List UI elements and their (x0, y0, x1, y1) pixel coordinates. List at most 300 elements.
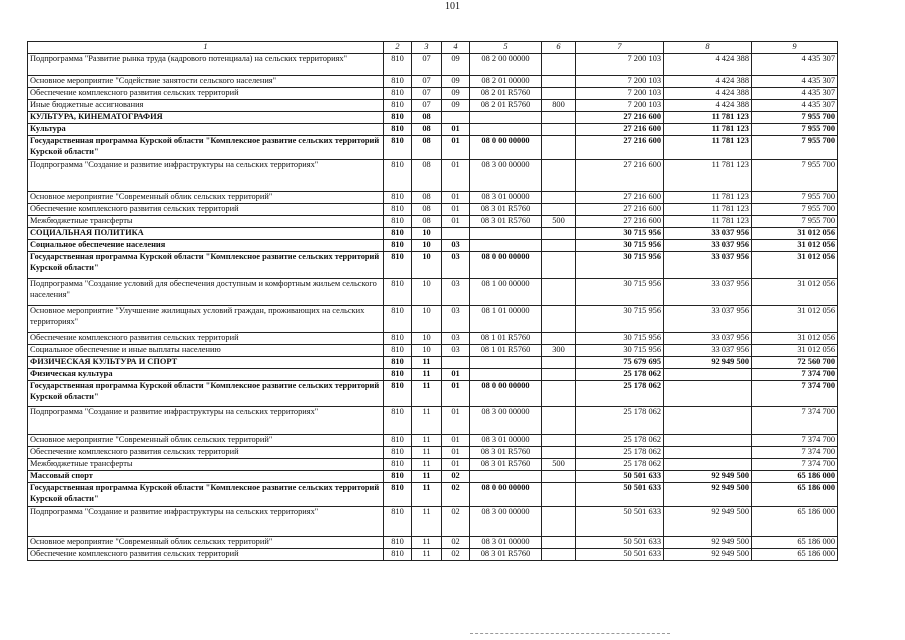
table-row (28, 357, 838, 369)
expense-type-cell (542, 88, 576, 100)
section-cell: 08 (412, 204, 442, 216)
table-row (28, 192, 838, 204)
subsection-cell (442, 112, 470, 124)
expense-type-cell (542, 435, 576, 447)
admin-code-cell: 810 (384, 54, 412, 76)
subsection-cell: 01 (442, 124, 470, 136)
section-cell: 10 (412, 228, 442, 240)
target-article-cell (470, 112, 542, 124)
section-cell: 10 (412, 306, 442, 333)
row-name-cell: Обеспечение комплексного развития сельских территорий (28, 204, 384, 216)
subsection-cell: 03 (442, 240, 470, 252)
table-row (28, 507, 838, 537)
admin-code-cell: 810 (384, 369, 412, 381)
subsection-cell: 02 (442, 483, 470, 507)
amount-2023-cell: 31 012 056 (752, 279, 838, 306)
row-name-cell: Основное мероприятие "Современный облик сельских территорий" (28, 192, 384, 204)
target-article-cell: 08 0 00 00000 (470, 381, 542, 407)
target-article-cell: 08 0 00 00000 (470, 483, 542, 507)
amount-2021-cell: 50 501 633 (576, 537, 664, 549)
header-cell: 2 (384, 42, 412, 54)
expense-type-cell (542, 407, 576, 435)
subsection-cell: 01 (442, 381, 470, 407)
admin-code-cell: 810 (384, 447, 412, 459)
expense-type-cell (542, 537, 576, 549)
row-name-cell: Государственная программа Курской области "Комплексное развитие сельских территорий Курской области" (28, 483, 384, 507)
amount-2022-cell: 11 781 123 (664, 204, 752, 216)
expense-type-cell: 300 (542, 345, 576, 357)
table-row (28, 471, 838, 483)
amount-2021-cell: 30 715 956 (576, 228, 664, 240)
subsection-cell: 01 (442, 447, 470, 459)
amount-2023-cell: 65 186 000 (752, 483, 838, 507)
expense-type-cell (542, 160, 576, 192)
admin-code-cell: 810 (384, 459, 412, 471)
amount-2022-cell: 33 037 956 (664, 252, 752, 279)
table-body (28, 54, 838, 561)
admin-code-cell: 810 (384, 88, 412, 100)
table-header (28, 42, 838, 54)
amount-2022-cell: 11 781 123 (664, 112, 752, 124)
table-row (28, 136, 838, 160)
row-name-cell: Межбюджетные трансферты (28, 459, 384, 471)
admin-code-cell: 810 (384, 228, 412, 240)
header-cell: 4 (442, 42, 470, 54)
expense-type-cell (542, 333, 576, 345)
amount-2023-cell: 65 186 000 (752, 471, 838, 483)
amount-2021-cell: 7 200 103 (576, 54, 664, 76)
amount-2022-cell: 4 424 388 (664, 88, 752, 100)
amount-2023-cell: 7 374 700 (752, 459, 838, 471)
admin-code-cell: 810 (384, 345, 412, 357)
expense-type-cell (542, 369, 576, 381)
amount-2023-cell: 72 560 700 (752, 357, 838, 369)
amount-2023-cell: 65 186 000 (752, 537, 838, 549)
subsection-cell: 01 (442, 369, 470, 381)
table-row (28, 240, 838, 252)
admin-code-cell: 810 (384, 549, 412, 561)
amount-2022-cell: 92 949 500 (664, 357, 752, 369)
amount-2022-cell: 4 424 388 (664, 76, 752, 88)
amount-2022-cell: 4 424 388 (664, 54, 752, 76)
amount-2022-cell: 33 037 956 (664, 306, 752, 333)
table-row (28, 160, 838, 192)
admin-code-cell: 810 (384, 240, 412, 252)
target-article-cell: 08 1 01 R5760 (470, 345, 542, 357)
section-cell: 11 (412, 357, 442, 369)
table-row (28, 537, 838, 549)
amount-2023-cell: 4 435 307 (752, 76, 838, 88)
table-row (28, 435, 838, 447)
amount-2022-cell: 11 781 123 (664, 136, 752, 160)
admin-code-cell: 810 (384, 100, 412, 112)
amount-2023-cell: 4 435 307 (752, 100, 838, 112)
target-article-cell: 08 3 01 R5760 (470, 549, 542, 561)
amount-2021-cell: 30 715 956 (576, 306, 664, 333)
amount-2021-cell: 27 216 600 (576, 216, 664, 228)
section-cell: 10 (412, 240, 442, 252)
amount-2021-cell: 30 715 956 (576, 240, 664, 252)
header-cell: 3 (412, 42, 442, 54)
table-row (28, 345, 838, 357)
amount-2021-cell: 27 216 600 (576, 124, 664, 136)
admin-code-cell: 810 (384, 124, 412, 136)
section-cell: 10 (412, 279, 442, 306)
amount-2021-cell: 25 178 062 (576, 447, 664, 459)
amount-2023-cell: 7 955 700 (752, 204, 838, 216)
amount-2021-cell: 50 501 633 (576, 549, 664, 561)
table-row (28, 459, 838, 471)
subsection-cell: 03 (442, 345, 470, 357)
amount-2023-cell: 7 374 700 (752, 447, 838, 459)
row-name-cell: Подпрограмма "Развитие рынка труда (кадрового потенциала) на сельских территориях" (28, 54, 384, 76)
section-cell: 11 (412, 459, 442, 471)
header-cell: 6 (542, 42, 576, 54)
expense-type-cell (542, 279, 576, 306)
section-cell: 08 (412, 112, 442, 124)
amount-2023-cell: 7 955 700 (752, 136, 838, 160)
admin-code-cell: 810 (384, 279, 412, 306)
target-article-cell (470, 357, 542, 369)
expense-type-cell (542, 306, 576, 333)
section-cell: 08 (412, 192, 442, 204)
row-name-cell: ФИЗИЧЕСКАЯ КУЛЬТУРА И СПОРТ (28, 357, 384, 369)
amount-2022-cell (664, 369, 752, 381)
amount-2023-cell: 31 012 056 (752, 240, 838, 252)
expense-type-cell (542, 240, 576, 252)
subsection-cell: 02 (442, 549, 470, 561)
amount-2023-cell: 7 955 700 (752, 160, 838, 192)
row-name-cell: Основное мероприятие "Современный облик сельских территорий" (28, 435, 384, 447)
section-cell: 07 (412, 54, 442, 76)
amount-2022-cell (664, 381, 752, 407)
amount-2021-cell: 25 178 062 (576, 435, 664, 447)
amount-2022-cell: 4 424 388 (664, 100, 752, 112)
amount-2023-cell: 4 435 307 (752, 88, 838, 100)
amount-2023-cell: 7 374 700 (752, 381, 838, 407)
amount-2021-cell: 30 715 956 (576, 345, 664, 357)
target-article-cell: 08 3 01 R5760 (470, 447, 542, 459)
section-cell: 07 (412, 76, 442, 88)
target-article-cell: 08 2 00 00000 (470, 54, 542, 76)
admin-code-cell: 810 (384, 483, 412, 507)
amount-2023-cell: 7 374 700 (752, 369, 838, 381)
target-article-cell: 08 1 00 00000 (470, 279, 542, 306)
row-name-cell: Иные бюджетные ассигнования (28, 100, 384, 112)
table-row (28, 306, 838, 333)
amount-2021-cell: 30 715 956 (576, 252, 664, 279)
subsection-cell: 09 (442, 100, 470, 112)
amount-2022-cell: 92 949 500 (664, 549, 752, 561)
subsection-cell: 01 (442, 459, 470, 471)
amount-2021-cell: 30 715 956 (576, 279, 664, 306)
amount-2022-cell: 33 037 956 (664, 333, 752, 345)
amount-2022-cell: 92 949 500 (664, 537, 752, 549)
header-cell: 5 (470, 42, 542, 54)
expense-type-cell (542, 357, 576, 369)
table-row (28, 369, 838, 381)
header-cell: 1 (28, 42, 384, 54)
target-article-cell (470, 369, 542, 381)
row-name-cell: СОЦИАЛЬНАЯ ПОЛИТИКА (28, 228, 384, 240)
amount-2023-cell: 31 012 056 (752, 345, 838, 357)
section-cell: 11 (412, 471, 442, 483)
admin-code-cell: 810 (384, 537, 412, 549)
subsection-cell: 01 (442, 160, 470, 192)
subsection-cell: 09 (442, 76, 470, 88)
amount-2023-cell: 65 186 000 (752, 507, 838, 537)
row-name-cell: Обеспечение комплексного развития сельских территорий (28, 88, 384, 100)
subsection-cell: 09 (442, 88, 470, 100)
page-edge-artifact (470, 633, 670, 637)
admin-code-cell: 810 (384, 112, 412, 124)
table-row (28, 100, 838, 112)
admin-code-cell: 810 (384, 76, 412, 88)
row-name-cell: Массовый спорт (28, 471, 384, 483)
subsection-cell: 02 (442, 507, 470, 537)
section-cell: 11 (412, 447, 442, 459)
row-name-cell: Межбюджетные трансферты (28, 216, 384, 228)
row-name-cell: Социальное обеспечение и иные выплаты населению (28, 345, 384, 357)
amount-2023-cell: 7 955 700 (752, 124, 838, 136)
target-article-cell: 08 2 01 R5760 (470, 88, 542, 100)
row-name-cell: Обеспечение комплексного развития сельских территорий (28, 549, 384, 561)
section-cell: 10 (412, 345, 442, 357)
amount-2022-cell (664, 407, 752, 435)
admin-code-cell: 810 (384, 136, 412, 160)
row-name-cell: Обеспечение комплексного развития сельских территорий (28, 333, 384, 345)
subsection-cell: 01 (442, 136, 470, 160)
table-row (28, 76, 838, 88)
row-name-cell: Культура (28, 124, 384, 136)
subsection-cell: 03 (442, 306, 470, 333)
table-row (28, 549, 838, 561)
table-row (28, 228, 838, 240)
amount-2022-cell: 92 949 500 (664, 471, 752, 483)
expense-type-cell (542, 447, 576, 459)
amount-2023-cell: 31 012 056 (752, 252, 838, 279)
admin-code-cell: 810 (384, 381, 412, 407)
target-article-cell: 08 0 00 00000 (470, 136, 542, 160)
target-article-cell: 08 3 01 00000 (470, 192, 542, 204)
section-cell: 11 (412, 507, 442, 537)
row-name-cell: КУЛЬТУРА, КИНЕМАТОГРАФИЯ (28, 112, 384, 124)
admin-code-cell: 810 (384, 204, 412, 216)
expense-type-cell: 500 (542, 459, 576, 471)
amount-2022-cell: 92 949 500 (664, 507, 752, 537)
target-article-cell (470, 124, 542, 136)
row-name-cell: Основное мероприятие "Содействие занятости сельского населения" (28, 76, 384, 88)
section-cell: 11 (412, 369, 442, 381)
admin-code-cell: 810 (384, 333, 412, 345)
expense-type-cell (542, 54, 576, 76)
amount-2023-cell: 65 186 000 (752, 549, 838, 561)
admin-code-cell: 810 (384, 306, 412, 333)
row-name-cell: Подпрограмма "Создание и развитие инфраструктуры на сельских территориях" (28, 407, 384, 435)
subsection-cell: 01 (442, 216, 470, 228)
row-name-cell: Основное мероприятие "Улучшение жилищных условий граждан, проживающих на сельских территориях" (28, 306, 384, 333)
target-article-cell: 08 3 00 00000 (470, 507, 542, 537)
subsection-cell (442, 228, 470, 240)
amount-2023-cell: 7 374 700 (752, 435, 838, 447)
subsection-cell: 03 (442, 279, 470, 306)
table-row (28, 88, 838, 100)
amount-2022-cell: 92 949 500 (664, 483, 752, 507)
expense-type-cell (542, 112, 576, 124)
budget-table (27, 41, 838, 561)
expense-type-cell (542, 136, 576, 160)
amount-2023-cell: 4 435 307 (752, 54, 838, 76)
row-name-cell: Государственная программа Курской области "Комплексное развитие сельских территорий Курской области" (28, 136, 384, 160)
section-cell: 08 (412, 160, 442, 192)
amount-2021-cell: 25 178 062 (576, 407, 664, 435)
table-row (28, 54, 838, 76)
subsection-cell: 02 (442, 471, 470, 483)
target-article-cell: 08 3 01 R5760 (470, 459, 542, 471)
header-cell: 7 (576, 42, 664, 54)
admin-code-cell: 810 (384, 435, 412, 447)
section-cell: 11 (412, 407, 442, 435)
amount-2023-cell: 7 955 700 (752, 112, 838, 124)
amount-2023-cell: 31 012 056 (752, 306, 838, 333)
row-name-cell: Подпрограмма "Создание и развитие инфраструктуры на сельских территориях" (28, 160, 384, 192)
table-row (28, 447, 838, 459)
amount-2022-cell (664, 435, 752, 447)
admin-code-cell: 810 (384, 216, 412, 228)
amount-2021-cell: 27 216 600 (576, 204, 664, 216)
admin-code-cell: 810 (384, 160, 412, 192)
section-cell: 10 (412, 333, 442, 345)
amount-2021-cell: 50 501 633 (576, 507, 664, 537)
subsection-cell: 02 (442, 537, 470, 549)
section-cell: 08 (412, 136, 442, 160)
amount-2023-cell: 31 012 056 (752, 333, 838, 345)
target-article-cell: 08 3 01 R5760 (470, 204, 542, 216)
section-cell: 11 (412, 549, 442, 561)
table-row (28, 279, 838, 306)
section-cell: 11 (412, 381, 442, 407)
amount-2023-cell: 31 012 056 (752, 228, 838, 240)
row-name-cell: Подпрограмма "Создание условий для обеспечения доступным и комфортным жильем сельского населения" (28, 279, 384, 306)
table-row (28, 407, 838, 435)
section-cell: 10 (412, 252, 442, 279)
expense-type-cell (542, 76, 576, 88)
amount-2022-cell (664, 447, 752, 459)
table-row (28, 381, 838, 407)
row-name-cell: Социальное обеспечение населения (28, 240, 384, 252)
section-cell: 11 (412, 537, 442, 549)
subsection-cell: 01 (442, 192, 470, 204)
target-article-cell: 08 3 01 00000 (470, 435, 542, 447)
amount-2022-cell: 11 781 123 (664, 192, 752, 204)
subsection-cell: 01 (442, 435, 470, 447)
admin-code-cell: 810 (384, 252, 412, 279)
amount-2022-cell: 33 037 956 (664, 345, 752, 357)
expense-type-cell (542, 228, 576, 240)
table-row (28, 204, 838, 216)
row-name-cell: Государственная программа Курской области "Комплексное развитие сельских территорий Курской области" (28, 252, 384, 279)
admin-code-cell: 810 (384, 192, 412, 204)
amount-2021-cell: 25 178 062 (576, 459, 664, 471)
amount-2022-cell: 11 781 123 (664, 216, 752, 228)
amount-2023-cell: 7 955 700 (752, 216, 838, 228)
expense-type-cell (542, 192, 576, 204)
expense-type-cell (542, 204, 576, 216)
row-name-cell: Подпрограмма "Создание и развитие инфраструктуры на сельских территориях" (28, 507, 384, 537)
table-row (28, 112, 838, 124)
amount-2021-cell: 7 200 103 (576, 88, 664, 100)
target-article-cell: 08 1 01 R5760 (470, 333, 542, 345)
amount-2022-cell: 33 037 956 (664, 228, 752, 240)
section-cell: 08 (412, 216, 442, 228)
table-row (28, 483, 838, 507)
admin-code-cell: 810 (384, 507, 412, 537)
expense-type-cell (542, 124, 576, 136)
expense-type-cell (542, 483, 576, 507)
subsection-cell: 01 (442, 204, 470, 216)
subsection-cell: 09 (442, 54, 470, 76)
amount-2022-cell (664, 459, 752, 471)
amount-2021-cell: 50 501 633 (576, 483, 664, 507)
subsection-cell: 03 (442, 333, 470, 345)
admin-code-cell: 810 (384, 357, 412, 369)
section-cell: 11 (412, 483, 442, 507)
section-cell: 07 (412, 88, 442, 100)
target-article-cell: 08 0 00 00000 (470, 252, 542, 279)
target-article-cell (470, 471, 542, 483)
target-article-cell: 08 2 01 R5760 (470, 100, 542, 112)
section-cell: 11 (412, 435, 442, 447)
row-name-cell: Государственная программа Курской области "Комплексное развитие сельских территорий Курской области" (28, 381, 384, 407)
expense-type-cell (542, 549, 576, 561)
amount-2021-cell: 25 178 062 (576, 381, 664, 407)
target-article-cell (470, 240, 542, 252)
amount-2022-cell: 11 781 123 (664, 124, 752, 136)
expense-type-cell: 800 (542, 100, 576, 112)
section-cell: 08 (412, 124, 442, 136)
admin-code-cell: 810 (384, 471, 412, 483)
table-row (28, 333, 838, 345)
amount-2021-cell: 27 216 600 (576, 160, 664, 192)
amount-2022-cell: 33 037 956 (664, 240, 752, 252)
table-row (28, 216, 838, 228)
admin-code-cell: 810 (384, 407, 412, 435)
header-cell: 8 (664, 42, 752, 54)
row-name-cell: Обеспечение комплексного развития сельских территорий (28, 447, 384, 459)
target-article-cell (470, 228, 542, 240)
header-row (28, 42, 838, 54)
row-name-cell: Основное мероприятие "Современный облик сельских территорий" (28, 537, 384, 549)
section-cell: 07 (412, 100, 442, 112)
target-article-cell: 08 3 01 00000 (470, 537, 542, 549)
target-article-cell: 08 3 00 00000 (470, 407, 542, 435)
table-row (28, 124, 838, 136)
expense-type-cell (542, 381, 576, 407)
target-article-cell: 08 3 01 R5760 (470, 216, 542, 228)
subsection-cell: 03 (442, 252, 470, 279)
subsection-cell: 01 (442, 407, 470, 435)
table-row (28, 252, 838, 279)
amount-2021-cell: 7 200 103 (576, 100, 664, 112)
amount-2021-cell: 75 679 695 (576, 357, 664, 369)
amount-2023-cell: 7 374 700 (752, 407, 838, 435)
target-article-cell: 08 1 01 00000 (470, 306, 542, 333)
expense-type-cell (542, 507, 576, 537)
amount-2021-cell: 27 216 600 (576, 192, 664, 204)
row-name-cell: Физическая культура (28, 369, 384, 381)
header-cell: 9 (752, 42, 838, 54)
amount-2021-cell: 50 501 633 (576, 471, 664, 483)
